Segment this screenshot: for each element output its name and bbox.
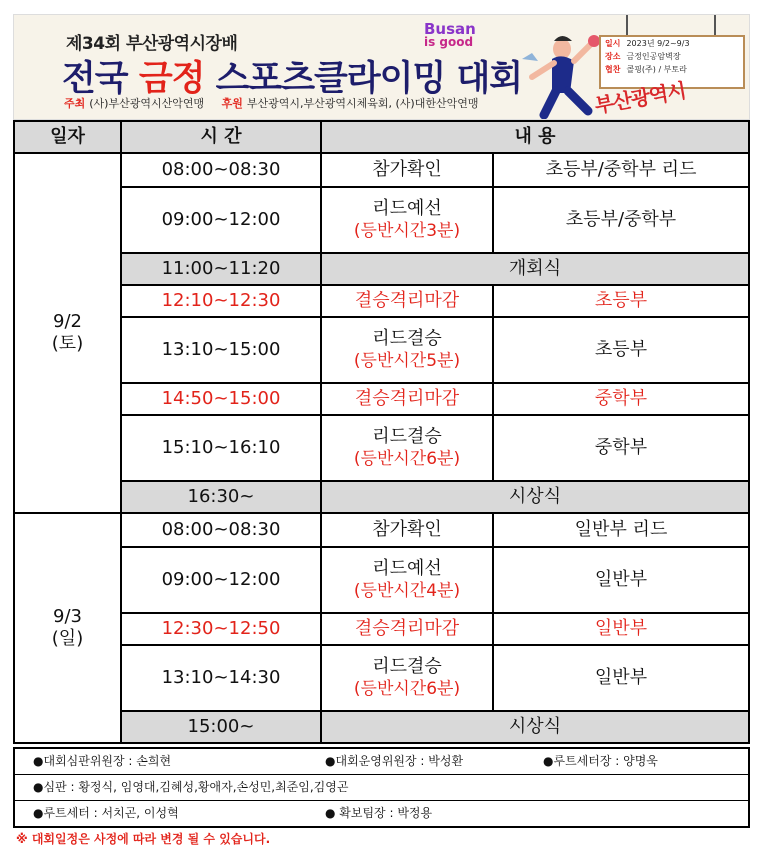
time-cell: 08:00~08:30 — [121, 153, 321, 187]
info-row-sponsor: 협찬 콜핑(주) / 부토라 — [605, 65, 687, 74]
event-banner — [13, 14, 750, 120]
staff-entry: ●대회심판위원장 : 손희현 — [33, 754, 172, 768]
banner-subtitle: 제34회 부산광역시장배 — [66, 34, 238, 54]
table-row — [14, 153, 749, 187]
staff-line-2 — [15, 775, 748, 801]
slogan-line1: Busan — [424, 20, 476, 38]
info-row-venue: 장소 금정인공암벽장 — [605, 52, 681, 61]
day1-date: 9/2 — [53, 311, 82, 332]
schedule-table — [13, 120, 750, 744]
staff-list — [13, 747, 750, 828]
staff-entry: ●심판 : 황정식, 임영대,김혜성,황애자,손성민,최준임,김영곤 — [33, 780, 349, 794]
time-cell: 16:30~ — [121, 481, 321, 513]
category-cell: 초등부/중학부 — [493, 187, 749, 253]
time-cell: 15:00~ — [121, 711, 321, 743]
event-cell: 결승격리마감 — [321, 285, 493, 317]
day2-weekday: (일) — [51, 628, 84, 649]
banner-organizers — [64, 95, 478, 111]
day1-weekday: (토) — [51, 333, 84, 354]
staff-line-3 — [15, 801, 748, 826]
table-row — [14, 285, 749, 317]
event-cell: 리드결승 (등반시간6분) — [321, 415, 493, 481]
staff-entry: ●루트세터장 : 양명욱 — [543, 754, 658, 768]
schedule-change-notice: ※ 대회일정은 사정에 따라 변경 될 수 있습니다. — [16, 832, 271, 846]
table-header-row — [14, 121, 749, 153]
event-cell: 참가확인 — [321, 513, 493, 547]
day-cell-day1 — [14, 153, 121, 513]
category-cell: 일반부 — [493, 645, 749, 711]
banner-title — [62, 51, 522, 101]
table-row — [14, 481, 749, 513]
title-part1: 전국 — [62, 59, 139, 99]
busan-city-logo: 부산광역시 — [592, 78, 688, 118]
time-cell: 13:10~15:00 — [121, 317, 321, 383]
time-cell: 09:00~12:00 — [121, 187, 321, 253]
info-row-date: 일시 2023년 9/2~9/3 — [605, 39, 690, 48]
sign-hanger — [714, 15, 716, 37]
header-time: 시 간 — [121, 121, 321, 153]
event-cell: 리드결승 (등반시간5분) — [321, 317, 493, 383]
category-cell: 일반부 — [493, 613, 749, 645]
merged-event-cell: 개회식 — [321, 253, 749, 285]
table-row — [14, 711, 749, 743]
time-cell: 13:10~14:30 — [121, 645, 321, 711]
category-cell: 중학부 — [493, 415, 749, 481]
table-row — [14, 253, 749, 285]
category-cell: 일반부 리드 — [493, 513, 749, 547]
sponsor-value: 부산광역시,부산광역시체육회, (사)대한산악연맹 — [246, 97, 479, 110]
table-row — [14, 187, 749, 253]
time-cell: 09:00~12:00 — [121, 547, 321, 613]
sign-hanger — [626, 15, 628, 37]
busan-is-good-logo — [424, 20, 476, 49]
staff-entry: ●대회운영위원장 : 박성환 — [325, 754, 464, 768]
staff-line-1 — [15, 749, 748, 775]
category-cell: 일반부 — [493, 547, 749, 613]
host-value: (사)부산광역시산악연맹 — [89, 97, 205, 110]
table-row — [14, 645, 749, 711]
table-row — [14, 547, 749, 613]
header-content: 내 용 — [321, 121, 749, 153]
sponsor-label: 후원 — [221, 97, 243, 110]
table-row — [14, 513, 749, 547]
event-cell: 리드예선 (등반시간3분) — [321, 187, 493, 253]
table-row — [14, 383, 749, 415]
time-cell: 14:50~15:00 — [121, 383, 321, 415]
host-label: 주최 — [64, 97, 86, 110]
day2-date: 9/3 — [53, 606, 82, 627]
event-cell: 리드예선 (등반시간4분) — [321, 547, 493, 613]
event-cell: 참가확인 — [321, 153, 493, 187]
slogan-line2: is good — [424, 35, 474, 49]
time-cell: 12:10~12:30 — [121, 285, 321, 317]
event-cell: 리드결승 (등반시간6분) — [321, 645, 493, 711]
time-cell: 12:30~12:50 — [121, 613, 321, 645]
category-cell: 초등부/중학부 리드 — [493, 153, 749, 187]
table-row — [14, 415, 749, 481]
event-cell: 결승격리마감 — [321, 383, 493, 415]
category-cell: 초등부 — [493, 285, 749, 317]
time-cell: 15:10~16:10 — [121, 415, 321, 481]
merged-event-cell: 시상식 — [321, 711, 749, 743]
day-cell-day2 — [14, 513, 121, 743]
staff-entry: ●루트세터 : 서치곤, 이성혁 — [33, 806, 179, 820]
category-cell: 중학부 — [493, 383, 749, 415]
title-part2: 스포츠클라이밍 대회 — [204, 59, 523, 99]
time-cell: 08:00~08:30 — [121, 513, 321, 547]
title-highlight: 금정 — [138, 59, 205, 99]
table-row — [14, 317, 749, 383]
staff-entry: ● 확보팀장 : 박정용 — [325, 806, 433, 820]
merged-event-cell: 시상식 — [321, 481, 749, 513]
event-cell: 결승격리마감 — [321, 613, 493, 645]
time-cell: 11:00~11:20 — [121, 253, 321, 285]
category-cell: 초등부 — [493, 317, 749, 383]
header-date: 일자 — [14, 121, 121, 153]
table-row — [14, 613, 749, 645]
